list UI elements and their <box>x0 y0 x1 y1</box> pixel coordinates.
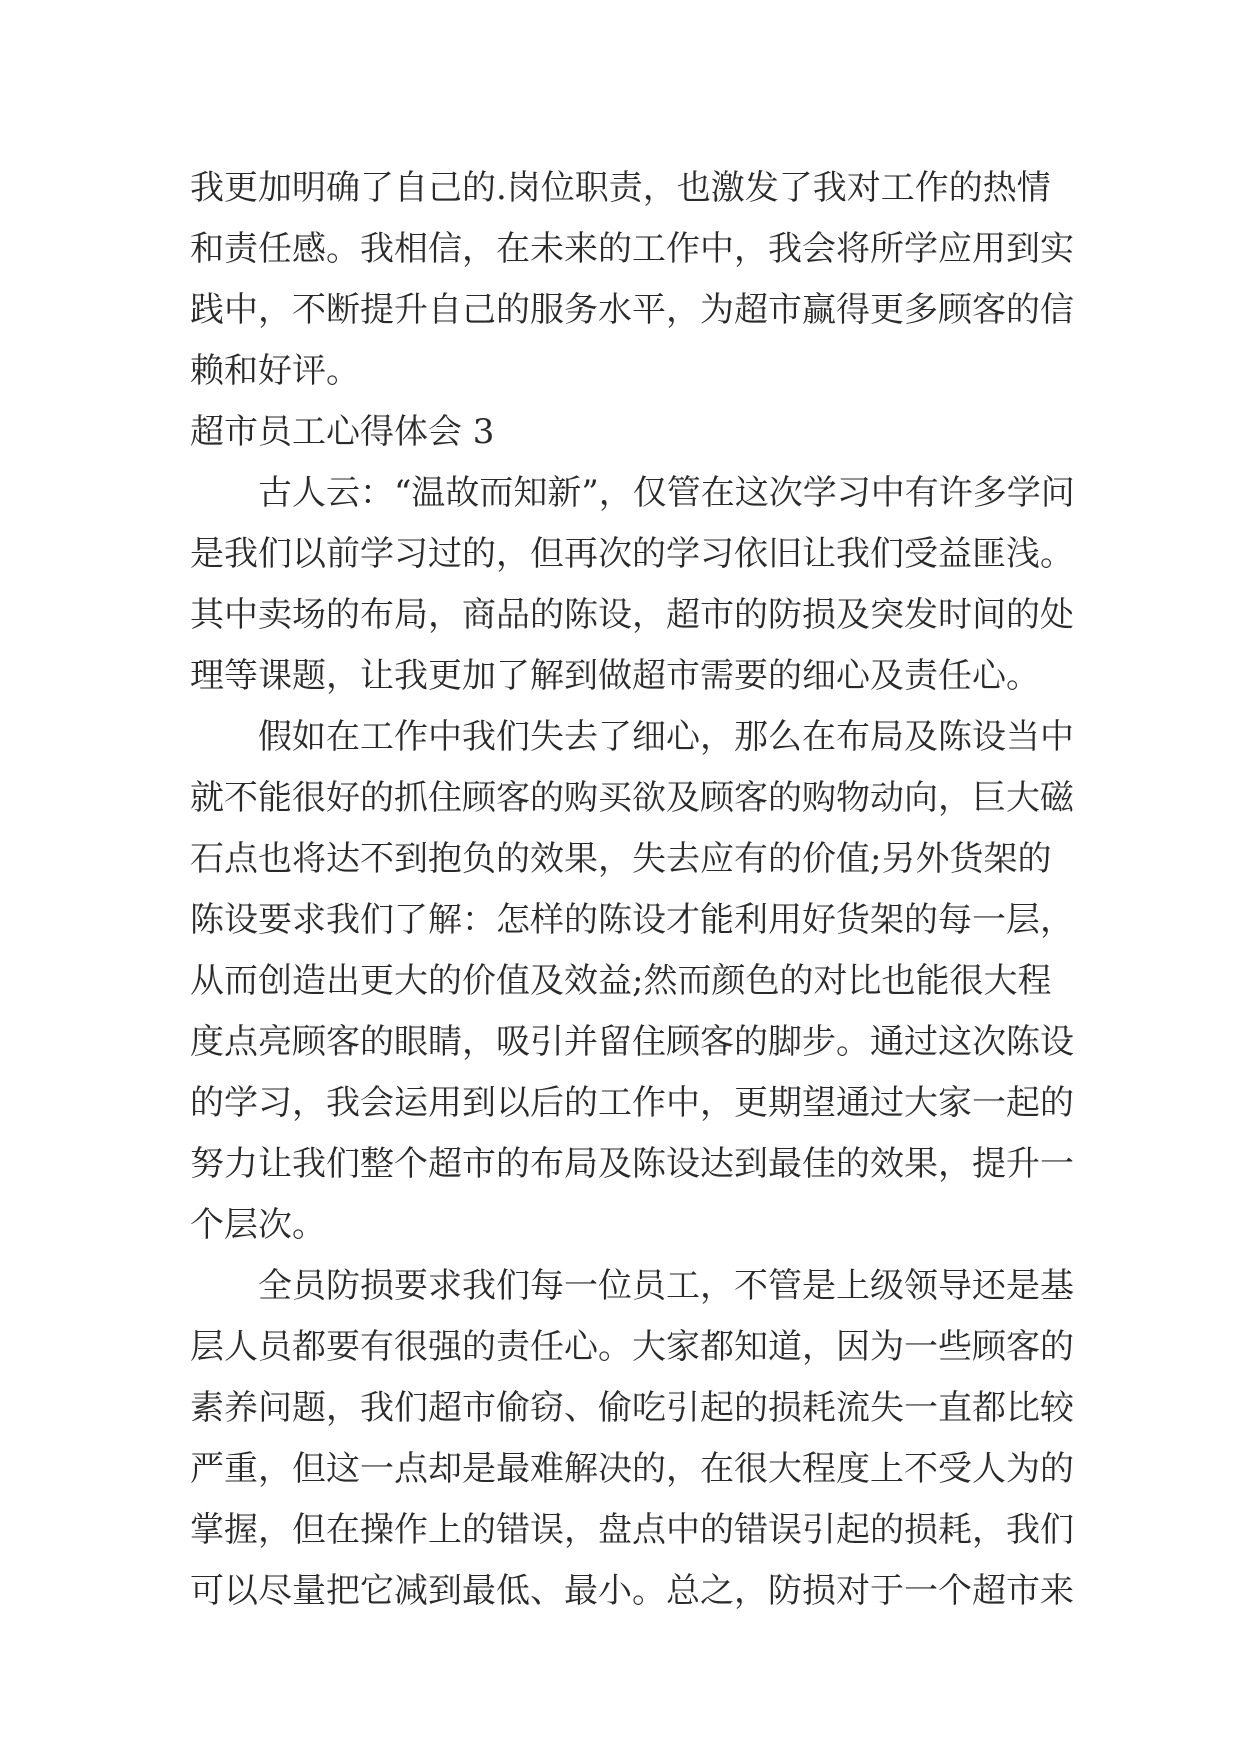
text-line: 层人员都要有很强的责任心。大家都知道，因为一些顾客的 <box>190 1327 1074 1367</box>
text-line: 可以尽量把它减到最低、最小。总之，防损对于一个超市来 <box>190 1571 1074 1611</box>
text-line: 赖和好评。 <box>190 351 360 391</box>
text-line: 素养问题，我们超市偷窃、偷吃引起的损耗流失一直都比较 <box>190 1388 1074 1428</box>
text-line: 石点也将达不到抱负的效果，失去应有的价值;另外货架的 <box>190 839 1052 879</box>
document-body <box>190 160 1075 1624</box>
text-line: 和责任感。我相信，在未来的工作中，我会将所学应用到实 <box>190 229 1074 269</box>
text-line: 个层次。 <box>190 1205 326 1245</box>
text-line: 其中卖场的布局，商品的陈设，超市的防损及突发时间的处 <box>190 595 1074 635</box>
text-line: 从而创造出更大的价值及效益;然而颜色的对比也能很大程 <box>190 961 1052 1001</box>
text-line: 的学习，我会运用到以后的工作中，更期望通过大家一起的 <box>190 1083 1074 1123</box>
text-line: 践中，不断提升自己的服务水平，为超市赢得更多顾客的信 <box>190 290 1074 330</box>
text-line: 我更加明确了自己的.岗位职责，也激发了我对工作的热情 <box>190 168 1051 208</box>
text-line: 严重，但这一点却是最难解决的，在很大程度上不受人为的 <box>190 1449 1074 1489</box>
text-line: 陈设要求我们了解：怎样的陈设才能利用好货架的每一层， <box>190 900 1074 940</box>
text-line: 掌握，但在操作上的错误，盘点中的错误引起的损耗，我们 <box>190 1510 1074 1550</box>
section-heading: 超市员工心得体会 3 <box>190 412 495 452</box>
text-line: 度点亮顾客的眼睛，吸引并留住顾客的脚步。通过这次陈设 <box>190 1022 1074 1062</box>
text-line: 是我们以前学习过的，但再次的学习依旧让我们受益匪浅。 <box>190 534 1074 574</box>
paragraph-first-line: 古人云：“温故而知新”，仅管在这次学习中有许多学问 <box>258 473 1075 513</box>
text-line: 就不能很好的抓住顾客的购买欲及顾客的购物动向，巨大磁 <box>190 778 1074 818</box>
text-line: 努力让我们整个超市的布局及陈设达到最佳的效果，提升一 <box>190 1144 1074 1184</box>
paragraph-first-line: 全员防损要求我们每一位员工，不管是上级领导还是基 <box>258 1266 1074 1306</box>
text-line: 理等课题，让我更加了解到做超市需要的细心及责任心。 <box>190 656 1040 696</box>
paragraph-first-line: 假如在工作中我们失去了细心，那么在布局及陈设当中 <box>258 717 1074 757</box>
